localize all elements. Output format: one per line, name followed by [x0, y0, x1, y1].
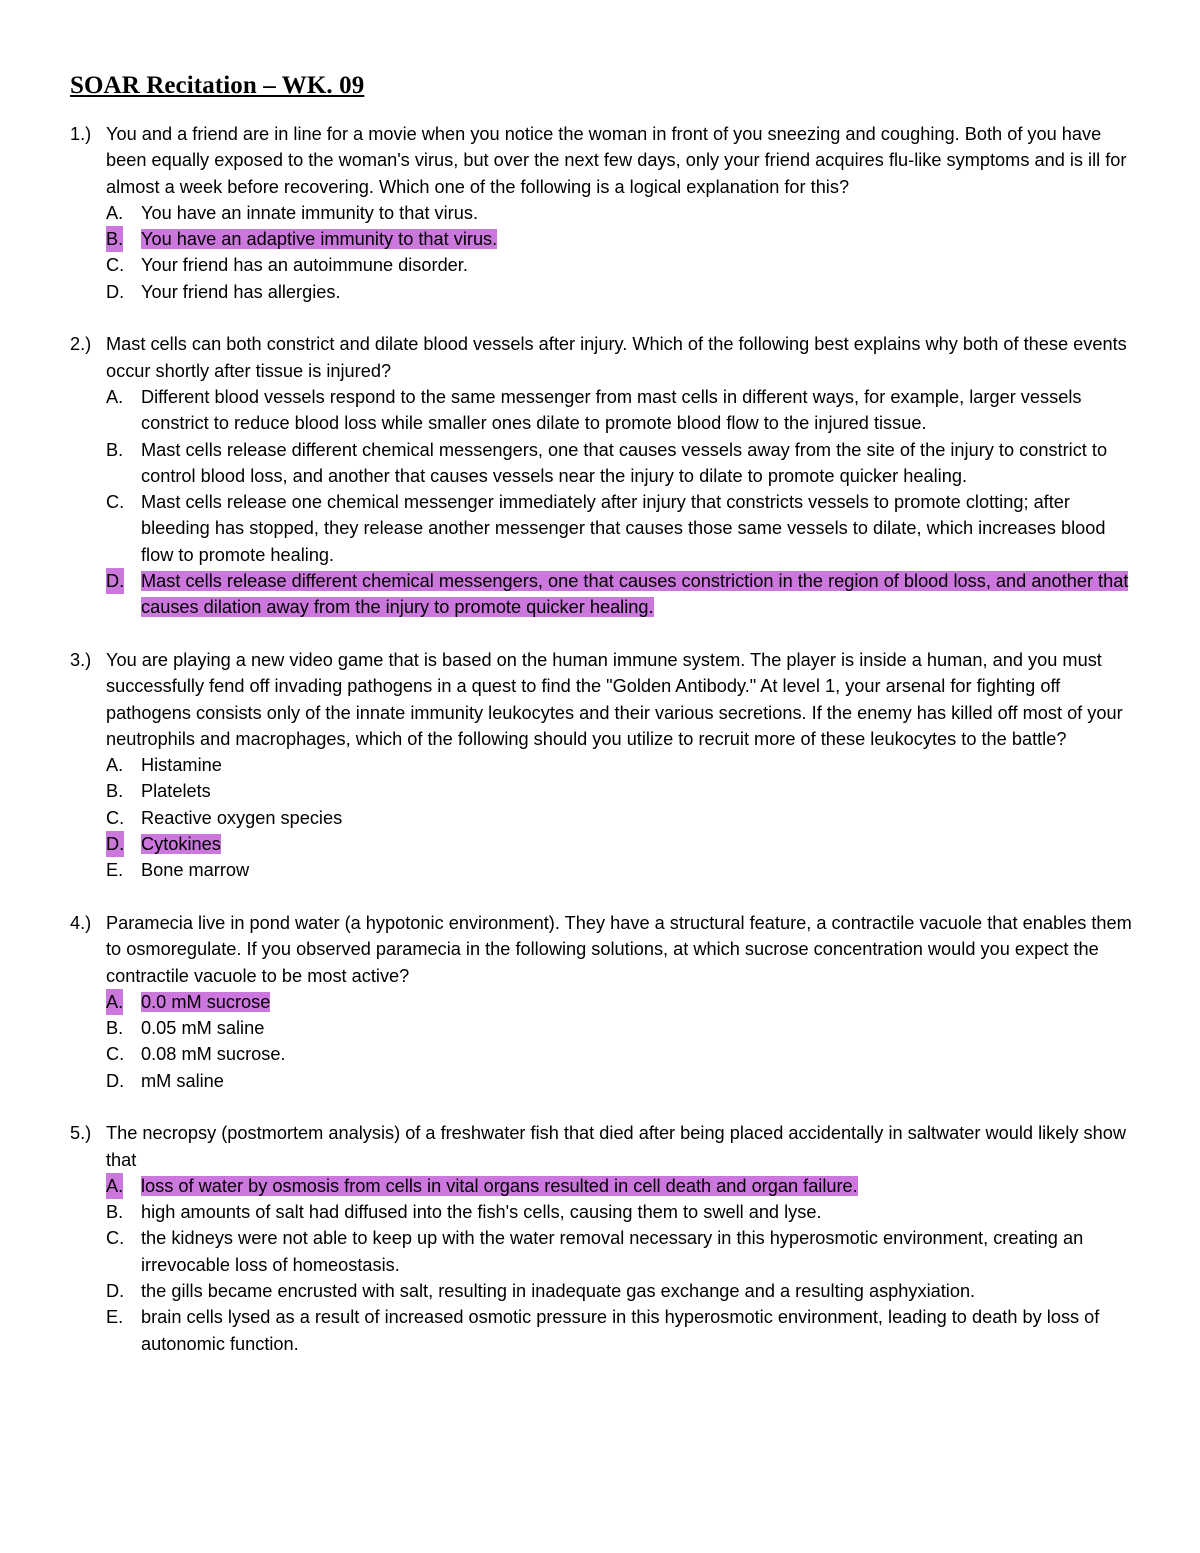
highlighted-answer-text: Cytokines	[141, 834, 221, 855]
option-text: Your friend has an autoimmune disorder.	[141, 255, 468, 276]
answer-option	[106, 1015, 1135, 1041]
option-text: Reactive oxygen species	[141, 807, 343, 828]
answer-option	[106, 1199, 1135, 1225]
option-text: brain cells lysed as a result of increased osmotic pressure in this hyperosmotic environment, leading to death by loss of autonomic function.	[141, 1307, 1100, 1354]
question-1	[70, 121, 1135, 305]
answer-option	[106, 200, 1135, 226]
option-text: Mast cells release different chemical messengers, one that causes vessels away from the site of the injury to constrict to control blood loss, and another that causes vessels near the injury to dilate to promote quicker healing.	[141, 439, 1108, 486]
option-text: Histamine	[141, 755, 222, 776]
option-text: Your friend has allergies.	[141, 281, 341, 302]
answer-option	[106, 384, 1135, 437]
option-letter: D.	[106, 1070, 125, 1091]
option-letter: E.	[106, 1307, 124, 1328]
option-text: mM saline	[141, 1070, 224, 1091]
option-letter: D.	[106, 568, 124, 594]
highlighted-answer-text: 0.0 mM sucrose	[141, 991, 271, 1012]
answer-option	[106, 1278, 1135, 1304]
option-letter: C.	[106, 492, 125, 513]
option-text: Different blood vessels respond to the same messenger from mast cells in different ways, for example, larger vessels constrict to reduce blood loss while smaller ones dilate to promote blood flow to the injured tissue.	[141, 386, 1082, 434]
question-4	[70, 910, 1135, 1094]
question-list	[70, 121, 1135, 1383]
option-text: high amounts of salt had diffused into the fish's cells, causing them to swell and lyse.	[141, 1202, 822, 1223]
answer-options	[106, 989, 1135, 1094]
answer-options	[106, 384, 1135, 621]
question-number: 1.)	[70, 124, 92, 144]
answer-option	[106, 778, 1135, 804]
answer-options	[106, 200, 1135, 305]
option-letter: A.	[106, 755, 124, 776]
option-letter: C.	[106, 1228, 125, 1249]
option-text: 0.05 mM saline	[141, 1018, 265, 1039]
option-letter: B.	[106, 226, 123, 252]
page-title: SOAR Recitation – WK. 09	[70, 72, 365, 99]
option-letter: D.	[106, 1281, 125, 1302]
question-3	[70, 647, 1135, 884]
question-text: Paramecia live in pond water (a hypotonic environment). They have a structural feature, a contractile vacuole that enables them to osmoregulate. If you observed paramecia in the following solutions, at which sucrose concentration would you expect the contractile vacuole to be most active?	[106, 912, 1132, 986]
option-text: You have an innate immunity to that virus.	[141, 202, 479, 223]
answer-options	[106, 752, 1135, 883]
answer-option	[106, 568, 1135, 621]
question-number: 3.)	[70, 649, 92, 670]
question-text: You and a friend are in line for a movie when you notice the woman in front of you sneezing and coughing. Both of you have been equally exposed to the woman's virus, but over the next few days, only your friend acquires flu-like symptoms and is ill for almost a week before recovering. Which one of the following is a logical explanation for this?	[106, 124, 1127, 197]
answer-options	[106, 1173, 1135, 1357]
question-5	[70, 1120, 1135, 1357]
question-2	[70, 331, 1135, 620]
answer-option	[106, 805, 1135, 831]
answer-option	[106, 489, 1135, 568]
option-letter: B.	[106, 439, 124, 460]
option-letter: B.	[106, 1018, 124, 1039]
option-text: 0.08 mM sucrose.	[141, 1044, 286, 1065]
answer-option	[106, 831, 1135, 857]
answer-option	[106, 226, 1135, 252]
option-text: Bone marrow	[141, 860, 250, 881]
highlighted-answer-text: You have an adaptive immunity to that virus.	[141, 229, 498, 250]
option-text: the kidneys were not able to keep up with the water removal necessary in this hyperosmotic environment, creating an irrevocable loss of homeostasis.	[141, 1228, 1084, 1275]
answer-option	[106, 752, 1135, 778]
question-text: You are playing a new video game that is based on the human immune system. The player is inside a human, and you must successfully fend off invading pathogens in a quest to find the "Golden Antibody." At level 1, your arsenal for fighting off pathogens consists only of the innate immunity leukocytes and their various secretions. If the enemy has killed off most of your neutrophils and macrophages, which of the following should you utilize to recruit more of these leukocytes to the battle?	[106, 649, 1123, 749]
option-letter: A.	[106, 202, 124, 223]
option-text: Platelets	[141, 781, 211, 802]
option-letter: B.	[106, 781, 124, 802]
option-text: the gills became encrusted with salt, resulting in inadequate gas exchange and a resulting asphyxiation.	[141, 1281, 976, 1302]
option-letter: E.	[106, 860, 124, 881]
question-number: 4.)	[70, 912, 92, 933]
option-letter: D.	[106, 281, 125, 302]
option-letter: A.	[106, 386, 124, 407]
answer-option	[106, 1173, 1135, 1199]
option-letter: C.	[106, 807, 125, 828]
answer-option	[106, 1041, 1135, 1067]
option-letter: B.	[106, 1202, 124, 1223]
answer-option	[106, 989, 1135, 1015]
option-letter: C.	[106, 255, 125, 276]
answer-option	[106, 1068, 1135, 1094]
answer-option	[106, 857, 1135, 883]
option-letter: A.	[106, 1173, 123, 1199]
answer-option	[106, 279, 1135, 305]
answer-option	[106, 1304, 1135, 1357]
highlighted-answer-text: loss of water by osmosis from cells in vital organs resulted in cell death and organ failure.	[141, 1175, 858, 1196]
option-text: Mast cells release one chemical messenger immediately after injury that constricts vessels to promote clotting; after bleeding has stopped, they release another messenger that causes those same vessels to dilate, which increases blood flow to promote healing.	[141, 492, 1106, 565]
question-text: The necropsy (postmortem analysis) of a freshwater fish that died after being placed accidentally in saltwater would likely show that	[106, 1123, 1127, 1170]
answer-option	[106, 437, 1135, 490]
answer-option	[106, 1225, 1135, 1278]
question-text: Mast cells can both constrict and dilate blood vessels after injury. Which of the following best explains why both of these events occur shortly after tissue is injured?	[106, 334, 1127, 381]
option-letter: D.	[106, 831, 124, 857]
question-number: 5.)	[70, 1123, 92, 1144]
option-letter: A.	[106, 989, 123, 1015]
highlighted-answer-text: Mast cells release different chemical messengers, one that causes constriction in the region of blood loss, and another that causes dilation away from the injury to promote quicker healing.	[141, 571, 1129, 618]
option-letter: C.	[106, 1044, 125, 1065]
question-number: 2.)	[70, 334, 92, 355]
answer-option	[106, 252, 1135, 278]
